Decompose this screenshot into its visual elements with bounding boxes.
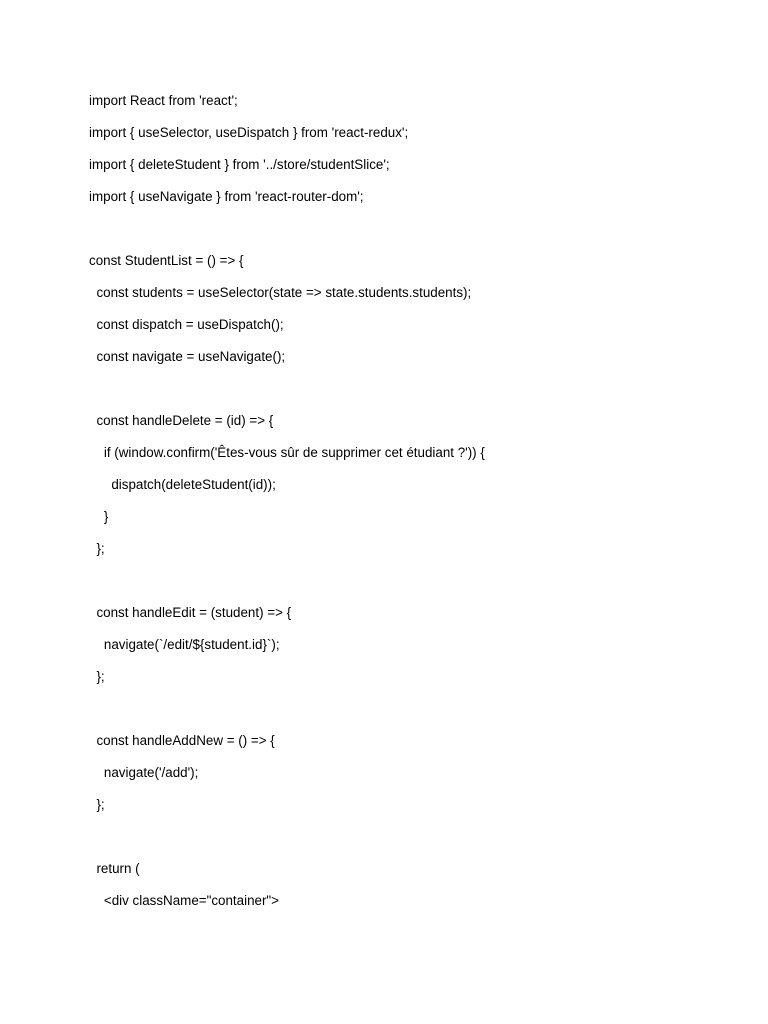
code-line: }: [89, 509, 109, 524]
code-line: import { deleteStudent } from '../store/studentSlice';: [89, 157, 390, 172]
code-line: const handleDelete = (id) => {: [89, 413, 274, 428]
code-line: dispatch(deleteStudent(id));: [89, 477, 276, 492]
code-line: };: [89, 797, 105, 812]
code-text-block: [89, 92, 729, 924]
code-line: import { useNavigate } from 'react-router-dom';: [89, 189, 364, 204]
code-line: };: [89, 541, 105, 556]
code-line: const handleAddNew = () => {: [89, 733, 275, 748]
code-line: };: [89, 669, 105, 684]
blank-line: [89, 700, 729, 732]
code-line: navigate('/add');: [89, 765, 199, 780]
code-line: const navigate = useNavigate();: [89, 349, 286, 364]
blank-line: [89, 220, 729, 252]
code-line: const dispatch = useDispatch();: [89, 317, 284, 332]
code-line: const handleEdit = (student) => {: [89, 605, 292, 620]
blank-line: [89, 380, 729, 412]
code-line: <div className="container">: [89, 893, 279, 908]
code-line: const students = useSelector(state => state.students.students);: [89, 285, 472, 300]
code-line: const StudentList = () => {: [89, 253, 244, 268]
code-line: navigate(`/edit/${student.id}`);: [89, 637, 280, 652]
code-line: if (window.confirm('Êtes-vous sûr de supprimer cet étudiant ?')) {: [89, 445, 485, 460]
code-line: return (: [89, 861, 140, 876]
code-line: import React from 'react';: [89, 93, 238, 108]
code-line: import { useSelector, useDispatch } from 'react-redux';: [89, 125, 409, 140]
blank-line: [89, 828, 729, 860]
blank-line: [89, 572, 729, 604]
